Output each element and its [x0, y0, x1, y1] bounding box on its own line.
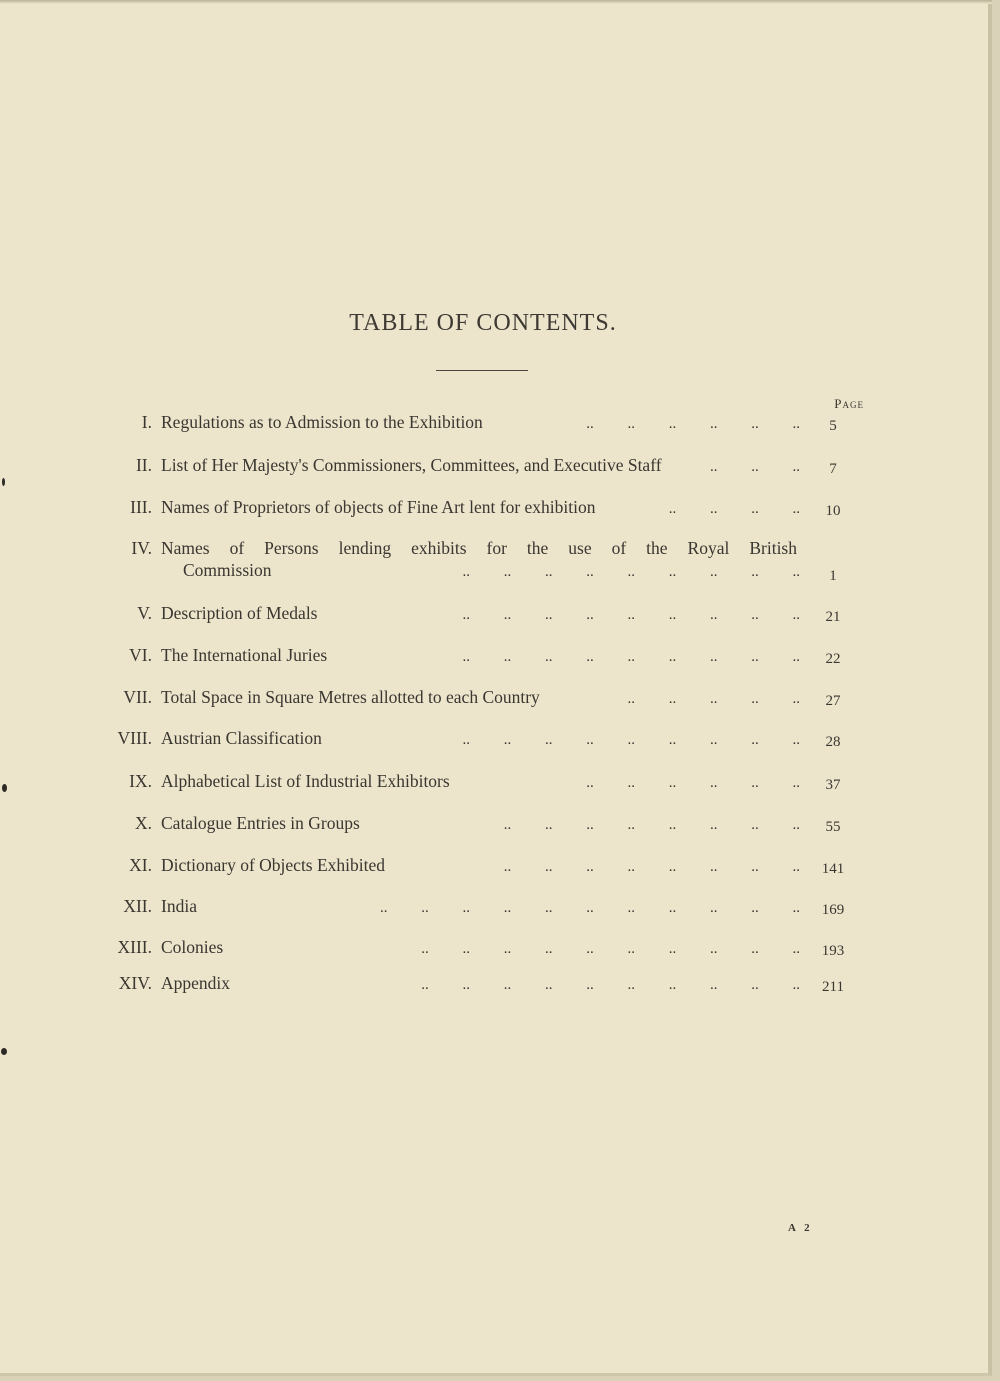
dot-leaders: .. .. .. .. .. .. .. .. .. .. .. — [350, 900, 800, 916]
toc-entry-title: Description of Medals — [161, 603, 318, 623]
toc-entry-title: Total Space in Square Metres allotted to each Country — [161, 687, 540, 707]
toc-entry-page: 55 — [825, 819, 841, 835]
toc-entry — [0, 497, 1000, 527]
toc-entry-number: IX. — [129, 771, 152, 791]
toc-entry-number: I. — [141, 412, 152, 432]
page-title: TABLE OF CONTENTS. — [349, 310, 617, 336]
toc-entry — [0, 455, 1000, 485]
toc-entry-title: Regulations as to Admission to the Exhibition — [161, 412, 483, 432]
toc-entry-page: 5 — [829, 418, 837, 434]
toc-entry — [0, 687, 1000, 717]
toc-entry — [0, 728, 1000, 758]
toc-entry-number: III. — [130, 497, 152, 517]
dot-leaders: .. .. .. .. .. .. .. .. .. — [432, 732, 800, 748]
toc-entry-page: 22 — [825, 651, 841, 667]
dot-leaders: .. .. .. .. .. .. .. .. .. — [432, 564, 800, 580]
toc-entry — [0, 412, 1000, 442]
toc-entry — [0, 813, 1000, 843]
toc-entry-title: Names of Persons lending exhibits for the use of the Royal British — [161, 538, 797, 558]
toc-entry-page: 37 — [825, 777, 841, 793]
toc-entry-page: 10 — [825, 503, 841, 519]
toc-entry-title: The International Juries — [161, 645, 328, 665]
dot-leaders: .. .. .. .. — [638, 501, 800, 517]
toc-entry-number: VI. — [129, 645, 152, 665]
toc-entry-title: Names of Proprietors of objects of Fine Art lent for exhibition — [161, 497, 596, 517]
toc-entry — [0, 896, 1000, 926]
toc-entry-number: VIII. — [117, 728, 152, 748]
toc-entry-number: II. — [135, 455, 152, 475]
margin-speck — [1, 1048, 7, 1055]
toc-entry — [0, 937, 1000, 967]
toc-entry-page: 193 — [821, 943, 845, 959]
dot-leaders: .. .. .. .. .. — [597, 691, 800, 707]
toc-entry-number: VII. — [123, 687, 152, 707]
toc-entry-page: 169 — [821, 902, 845, 918]
toc-entry-number: XIV. — [118, 973, 152, 993]
toc-entry-page: 27 — [825, 693, 841, 709]
toc-entry-page: 28 — [825, 734, 841, 750]
toc-entry — [0, 973, 1000, 1003]
toc-entry — [0, 538, 1000, 590]
toc-entry-page: 211 — [822, 979, 844, 995]
toc-entry-title: Catalogue Entries in Groups — [161, 813, 360, 833]
toc-entry-number: XIII. — [117, 937, 152, 957]
dot-leaders: .. .. .. .. .. .. .. .. — [473, 859, 800, 875]
toc-entry-page: 7 — [829, 461, 837, 477]
margin-speck — [2, 478, 5, 486]
toc-entry — [0, 603, 1000, 633]
toc-entry-title: Austrian Classification — [161, 728, 322, 748]
toc-entry-page: 141 — [821, 861, 845, 877]
toc-entry-title: List of Her Majesty's Commissioners, Committees, and Executive Staff — [161, 455, 662, 475]
dot-leaders: .. .. .. .. .. .. .. .. .. .. — [391, 941, 800, 957]
toc-entry-number: V. — [137, 603, 152, 623]
dot-leaders: .. .. .. .. .. .. .. .. .. — [432, 649, 800, 665]
margin-speck — [2, 784, 7, 792]
page-top-edge — [0, 0, 992, 4]
toc-entry-title: Alphabetical List of Industrial Exhibitors — [161, 771, 450, 791]
page-column-heading: Page — [834, 396, 864, 411]
toc-entry-number: XI. — [129, 855, 152, 875]
toc-entry — [0, 771, 1000, 801]
toc-entry-number: XII. — [123, 896, 152, 916]
title-divider — [436, 370, 528, 371]
toc-entry-title-continued: Commission — [183, 560, 272, 580]
toc-entry-page: 21 — [825, 609, 841, 625]
toc-entry-page: 1 — [829, 568, 837, 584]
toc-entry-title: Appendix — [161, 973, 231, 993]
toc-entry-number: IV. — [131, 538, 152, 558]
toc-entry-title: Dictionary of Objects Exhibited — [161, 855, 386, 875]
dot-leaders: .. .. .. .. .. .. — [556, 416, 800, 432]
dot-leaders: .. .. .. .. .. .. .. .. .. .. — [391, 977, 800, 993]
dot-leaders: .. .. .. — [680, 459, 800, 475]
dot-leaders: .. .. .. .. .. .. .. .. — [473, 817, 800, 833]
dot-leaders: .. .. .. .. .. .. — [556, 775, 800, 791]
toc-entry — [0, 855, 1000, 885]
dot-leaders: .. .. .. .. .. .. .. .. .. — [432, 607, 800, 623]
signature-mark: A 2 — [788, 1222, 813, 1234]
toc-entry-number: X. — [134, 813, 152, 833]
toc-entry — [0, 645, 1000, 675]
toc-entry-title: Colonies — [161, 937, 224, 957]
toc-entry-title: India — [161, 896, 197, 916]
